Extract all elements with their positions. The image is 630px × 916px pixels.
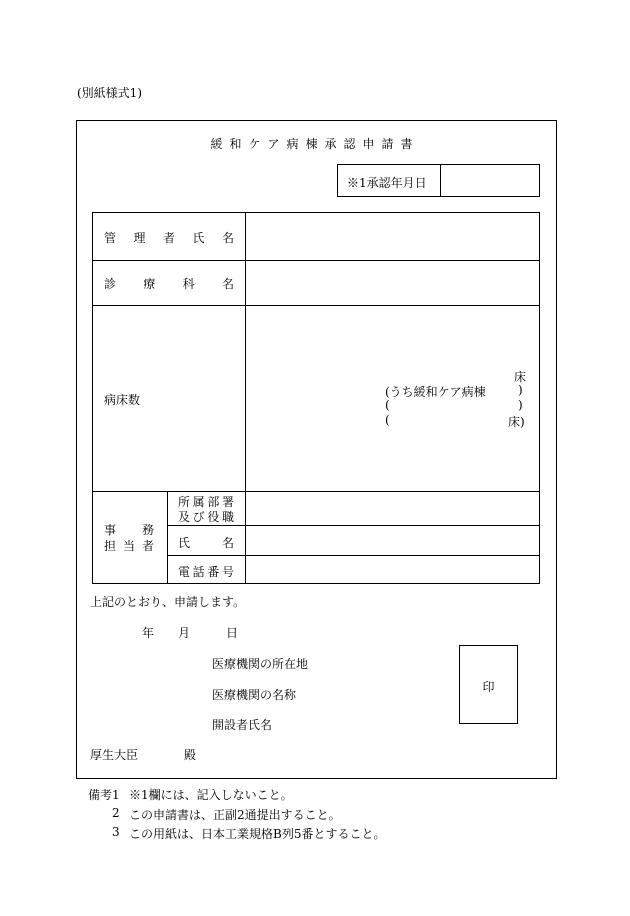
contact-dept-label-2: 及 び 役 職	[178, 510, 234, 524]
contact-name-label: 氏 名	[178, 536, 234, 550]
date-month: 月	[178, 626, 191, 640]
palliative-bed-label: (うち緩和ケア病棟	[385, 385, 486, 399]
form-number-label: (別紙様式1)	[77, 86, 142, 100]
contact-phone-label: 電 話 番 号	[178, 565, 234, 579]
form-title: 緩和ケア病棟承認申請書	[210, 137, 420, 151]
bed-unit: 床	[514, 370, 527, 384]
contact-dept-field[interactable]	[254, 495, 534, 521]
note-2-number: 2	[112, 806, 120, 820]
seal-label: 印	[482, 680, 495, 694]
notes-heading: 備考1	[88, 788, 120, 802]
department-name-field[interactable]	[254, 275, 534, 295]
date-day: 日	[226, 626, 239, 640]
note-3: この用紙は、日本工業規格B列5番とすること。	[129, 827, 386, 841]
note-3-number: 3	[112, 825, 120, 839]
note-1: ※1欄には、記入しないこと。	[129, 788, 293, 802]
manager-name-label: 管 理 者 氏 名	[104, 231, 234, 245]
manager-name-field[interactable]	[254, 229, 534, 249]
note-2: この申請書は、正副2通提出すること。	[129, 808, 341, 822]
contact-person-label-1: 事 務	[104, 523, 154, 537]
department-name-label: 診 療 科 名	[104, 277, 234, 291]
institution-name-label: 医療機関の名称	[212, 688, 297, 702]
contact-phone-field[interactable]	[254, 559, 534, 579]
date-year: 年	[142, 626, 155, 640]
institution-address-label: 医療機関の所在地	[212, 657, 309, 671]
contact-person-label-2: 担 当 者	[104, 539, 154, 553]
approval-date-label: ※1承認年月日	[347, 176, 427, 190]
founder-name-label: 開設者氏名	[212, 718, 273, 732]
contact-name-field[interactable]	[254, 530, 534, 550]
contact-dept-label-1: 所 属 部 署	[178, 495, 234, 509]
addressee: 厚生大臣	[90, 748, 139, 762]
application-statement: 上記のとおり、申請します。	[90, 595, 246, 609]
honorific: 殿	[184, 748, 197, 762]
bed-count-label: 病床数	[104, 393, 141, 407]
bed-unit-close: 床)	[508, 415, 525, 429]
